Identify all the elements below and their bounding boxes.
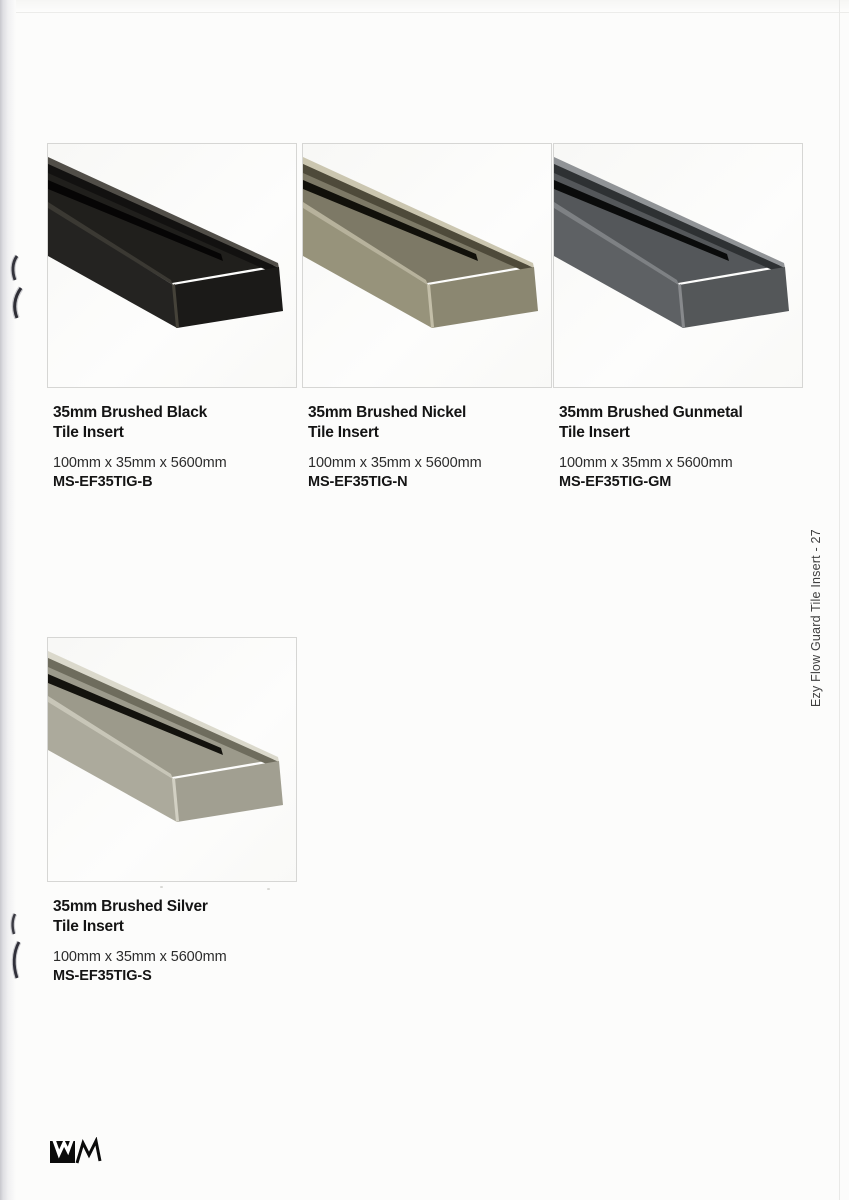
tile-insert-illustration	[48, 638, 296, 881]
product-dimensions: 100mm x 35mm x 5600mm	[308, 455, 482, 471]
product-code: MS-EF35TIG-GM	[559, 474, 672, 490]
product-code: MS-EF35TIG-S	[53, 968, 152, 984]
scan-edge-left	[0, 0, 16, 1200]
product-card	[302, 143, 552, 492]
product-card	[553, 143, 803, 492]
product-dimensions: 100mm x 35mm x 5600mm	[53, 949, 227, 965]
product-title: 35mm Brushed Silver Tile Insert	[53, 898, 208, 935]
side-page-label: Ezy Flow Guard Tile Insert - 27	[809, 529, 823, 707]
product-code: MS-EF35TIG-N	[308, 474, 408, 490]
product-card	[47, 143, 297, 492]
product-photo	[302, 143, 552, 388]
brand-logo	[50, 1137, 102, 1165]
product-dimensions: 100mm x 35mm x 5600mm	[559, 455, 733, 471]
product-code: MS-EF35TIG-B	[53, 474, 153, 490]
tile-insert-illustration	[303, 144, 551, 387]
scan-edge-right	[839, 0, 840, 1200]
product-title: 35mm Brushed Nickel Tile Insert	[308, 404, 467, 441]
tile-insert-illustration	[48, 144, 296, 387]
product-photo	[47, 637, 297, 882]
tile-insert-illustration	[554, 144, 802, 387]
product-card	[47, 637, 297, 986]
product-title: 35mm Brushed Gunmetal Tile Insert	[559, 404, 743, 441]
product-photo	[47, 143, 297, 388]
scan-edge-top	[0, 0, 849, 13]
product-dimensions: 100mm x 35mm x 5600mm	[53, 455, 227, 471]
product-photo	[553, 143, 803, 388]
product-title: 35mm Brushed Black Tile Insert	[53, 404, 208, 441]
scan-speck	[160, 886, 163, 888]
scan-speck	[267, 888, 270, 890]
